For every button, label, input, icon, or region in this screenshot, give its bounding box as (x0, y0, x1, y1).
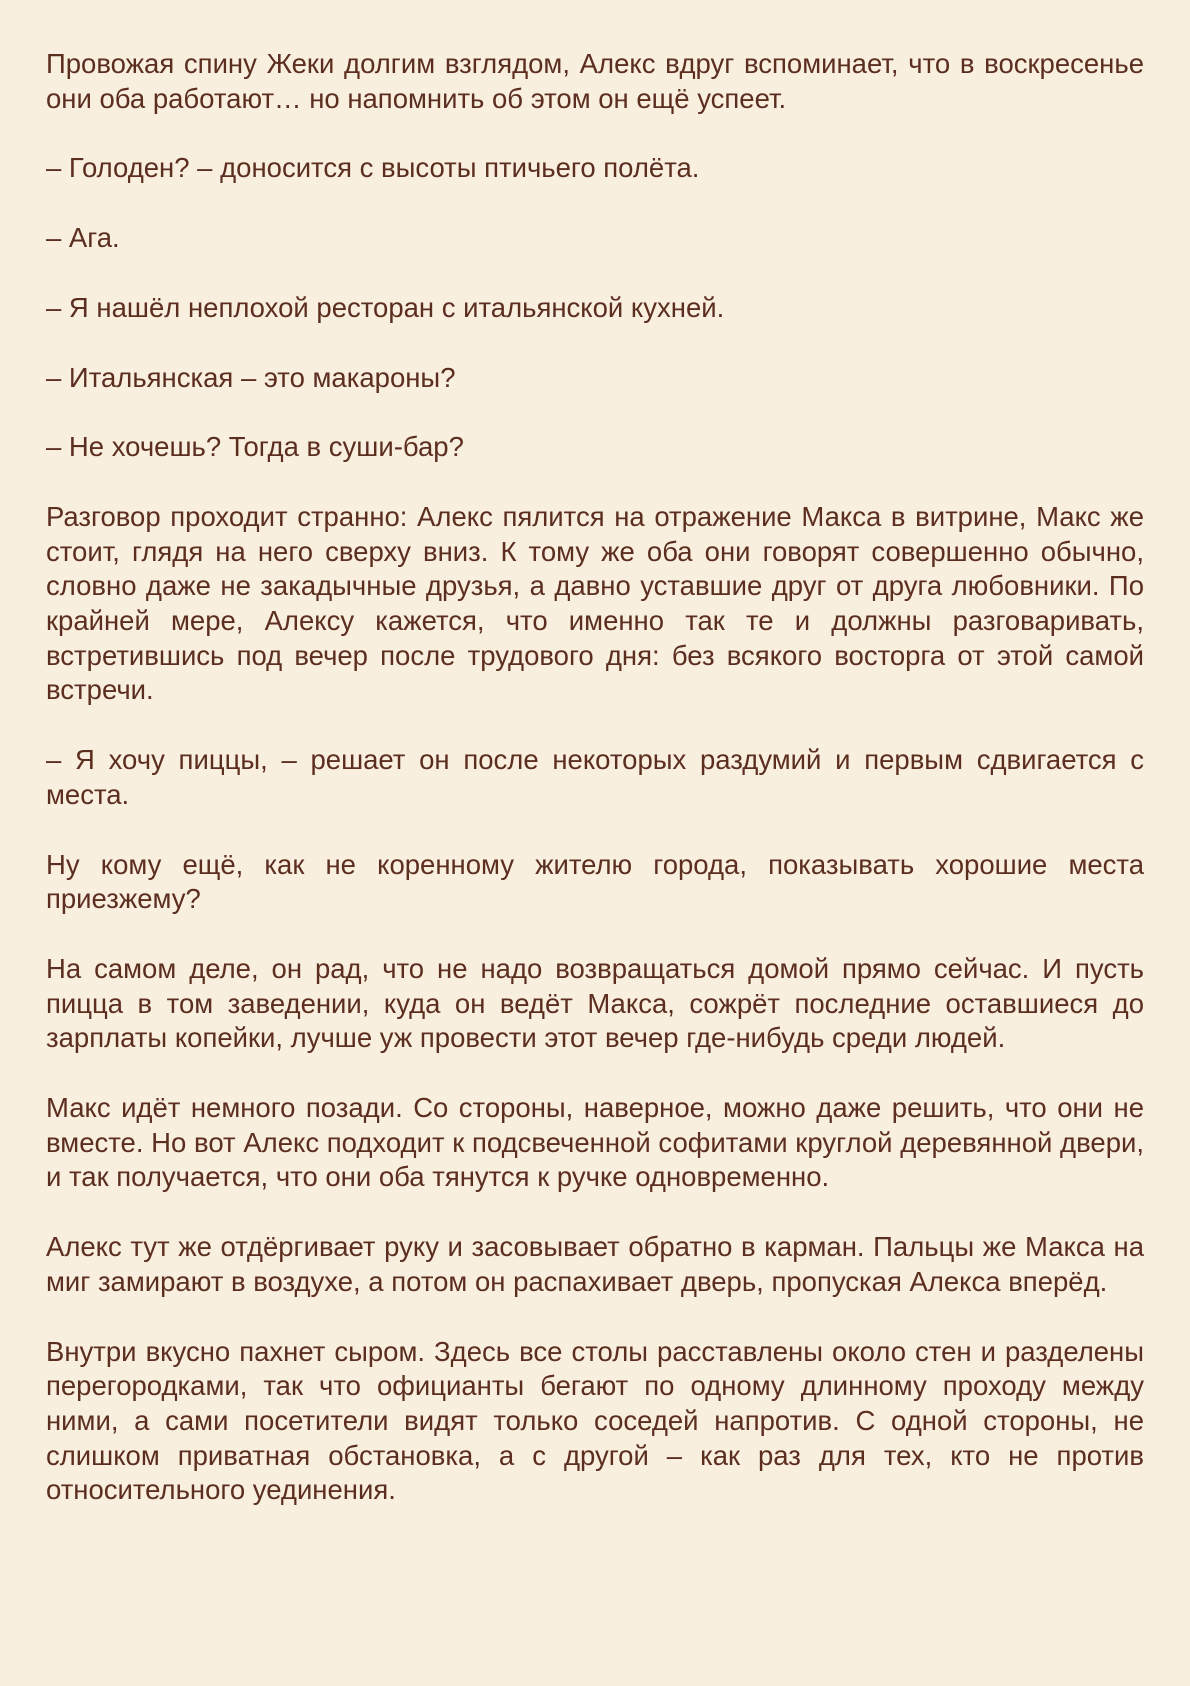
dialogue-line: – Не хочешь? Тогда в суши-бар? (46, 431, 464, 463)
dialogue-line: – Я нашёл неплохой ресторан с итальянской кухней. (46, 291, 725, 323)
paragraph: Ну кому ещё, как не коренному жителю города, показывать хорошие места приезжему? (46, 848, 1144, 915)
dialogue-line: – Итальянская – это макароны? (46, 361, 456, 393)
paragraph: Алекс тут же отдёргивает руку и засовывает обратно в карман. Пальцы же Макса на миг замирают в воздухе, а потом он распахивает дверь, пропуская Алекса вперёд. (46, 1231, 1144, 1297)
dialogue-line: – Голоден? – доносится с высоты птичьего полёта. (46, 152, 700, 184)
paragraph: Провожая спину Жеки долгим взглядом, Алекс вдруг вспоминает, что в воскресенье они оба работают… но напомнить об этом он ещё успеет. (46, 48, 1144, 114)
paragraph: Разговор проходит странно: Алекс пялится на отражение Макса в витрине, Макс же стоит, глядя на него сверху вниз. К тому же оба они говорят совершенно обычно, словно даже не закадычные друзья, а давно уставшие друг от друга любовники. По крайней мере, Алексу кажется, что именно так те и должны разговаривать, встретившись под вечер после трудового дня: без всякого восторга от этой самой встречи. (46, 500, 1144, 706)
paragraph: Внутри вкусно пахнет сыром. Здесь все столы расставлены около стен и разделены перегородками, так что официанты бегают по одному длинному проходу между ними, а сами посетители видят только соседей напротив. С одной стороны, не слишком приватная обстановка, а с другой – как раз для тех, кто не против относительного уединения. (46, 1335, 1144, 1506)
paragraph: На самом деле, он рад, что не надо возвращаться домой прямо сейчас. И пусть пицца в том заведении, куда он ведёт Макса, сожрёт последние оставшиеся до зарплаты копейки, лучше уж провести этот вечер где-нибудь среди людей. (46, 952, 1144, 1054)
paragraph: Макс идёт немного позади. Со стороны, наверное, можно даже решить, что они не вместе. Но вот Алекс подходит к подсвеченной софитами круглой деревянной двери, и так получается, что они оба тянутся к ручке одновременно. (46, 1092, 1144, 1193)
dialogue-line: – Ага. (46, 222, 120, 254)
dialogue-line: – Я хочу пиццы, – решает он после некоторых раздумий и первым сдвигается с места. (46, 744, 1144, 810)
